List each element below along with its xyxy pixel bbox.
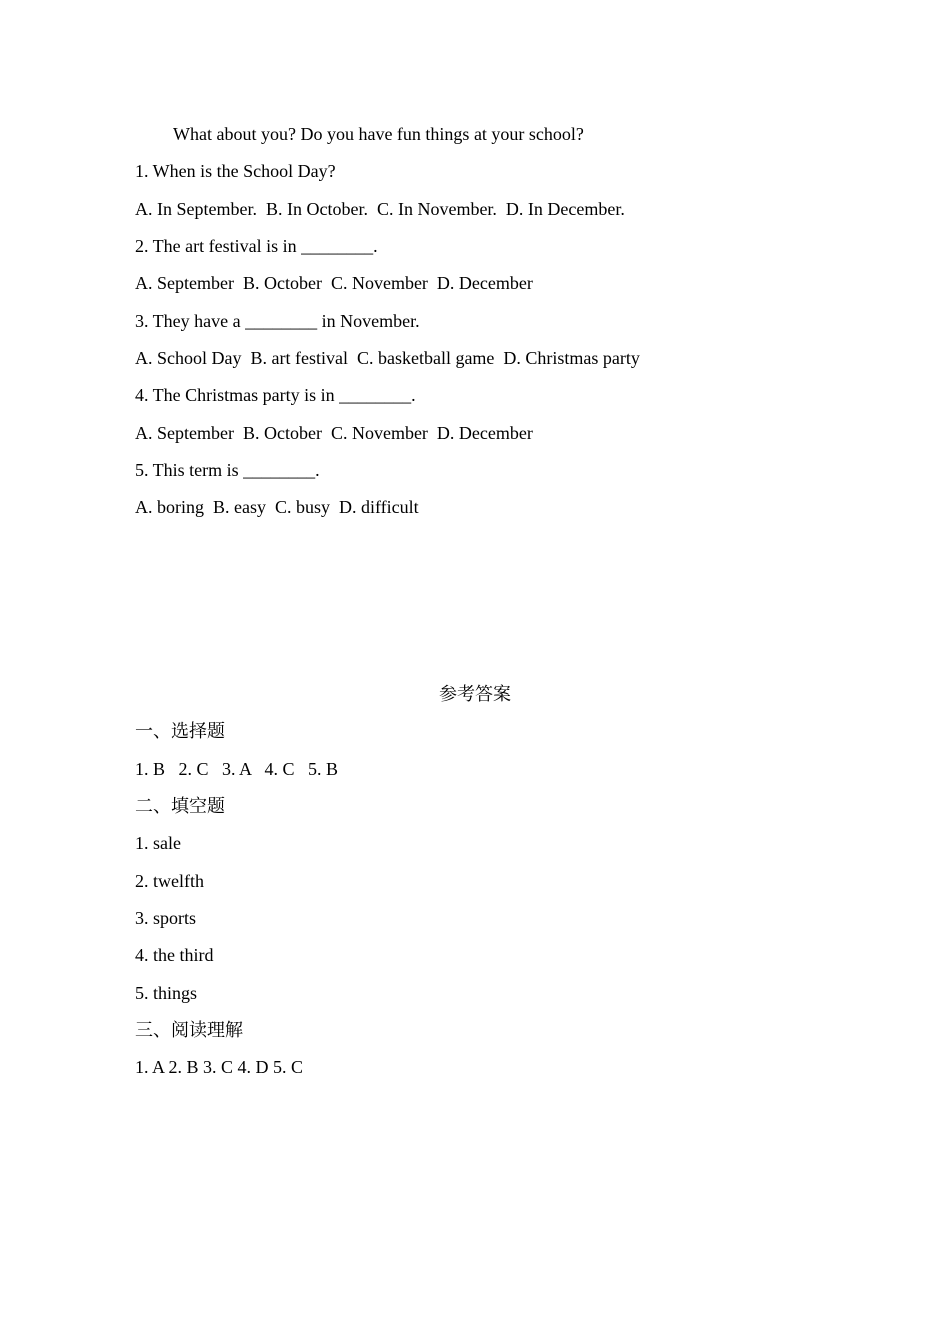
answer-key-title: 参考答案 [439, 684, 511, 704]
section-heading-reading: 三、阅读理解 [135, 1020, 243, 1040]
passage-closing-line: What about you? Do you have fun things at your school? [173, 124, 584, 144]
fill-in-answer-5: 5. things [135, 983, 198, 1003]
multiple-choice-answers: 1. B 2. C 3. A 4. C 5. B [135, 759, 339, 779]
reading-answers: 1. A 2. B 3. C 4. D 5. C [135, 1057, 304, 1077]
question-1-stem: 1. When is the School Day? [135, 161, 336, 181]
question-3-options: A. School Day B. art festival C. basketball game D. Christmas party [135, 348, 640, 368]
fill-in-answer-3: 3. sports [135, 908, 197, 928]
question-2-options: A. September B. October C. November D. December [135, 273, 533, 293]
question-3-stem: 3. They have a ________ in November. [135, 311, 420, 331]
fill-in-answer-1: 1. sale [135, 833, 181, 853]
question-5-stem: 5. This term is ________. [135, 460, 320, 480]
question-1-options: A. In September. B. In October. C. In November. D. In December. [135, 199, 625, 219]
question-4-options: A. September B. October C. November D. December [135, 423, 533, 443]
question-5-options: A. boring B. easy C. busy D. difficult [135, 497, 419, 517]
question-2-stem: 2. The art festival is in ________. [135, 236, 378, 256]
section-heading-fill-in: 二、填空题 [135, 796, 225, 816]
question-4-stem: 4. The Christmas party is in ________. [135, 385, 416, 405]
fill-in-answer-2: 2. twelfth [135, 871, 204, 891]
fill-in-answer-4: 4. the third [135, 945, 214, 965]
section-heading-multiple-choice: 一、选择题 [135, 721, 225, 741]
